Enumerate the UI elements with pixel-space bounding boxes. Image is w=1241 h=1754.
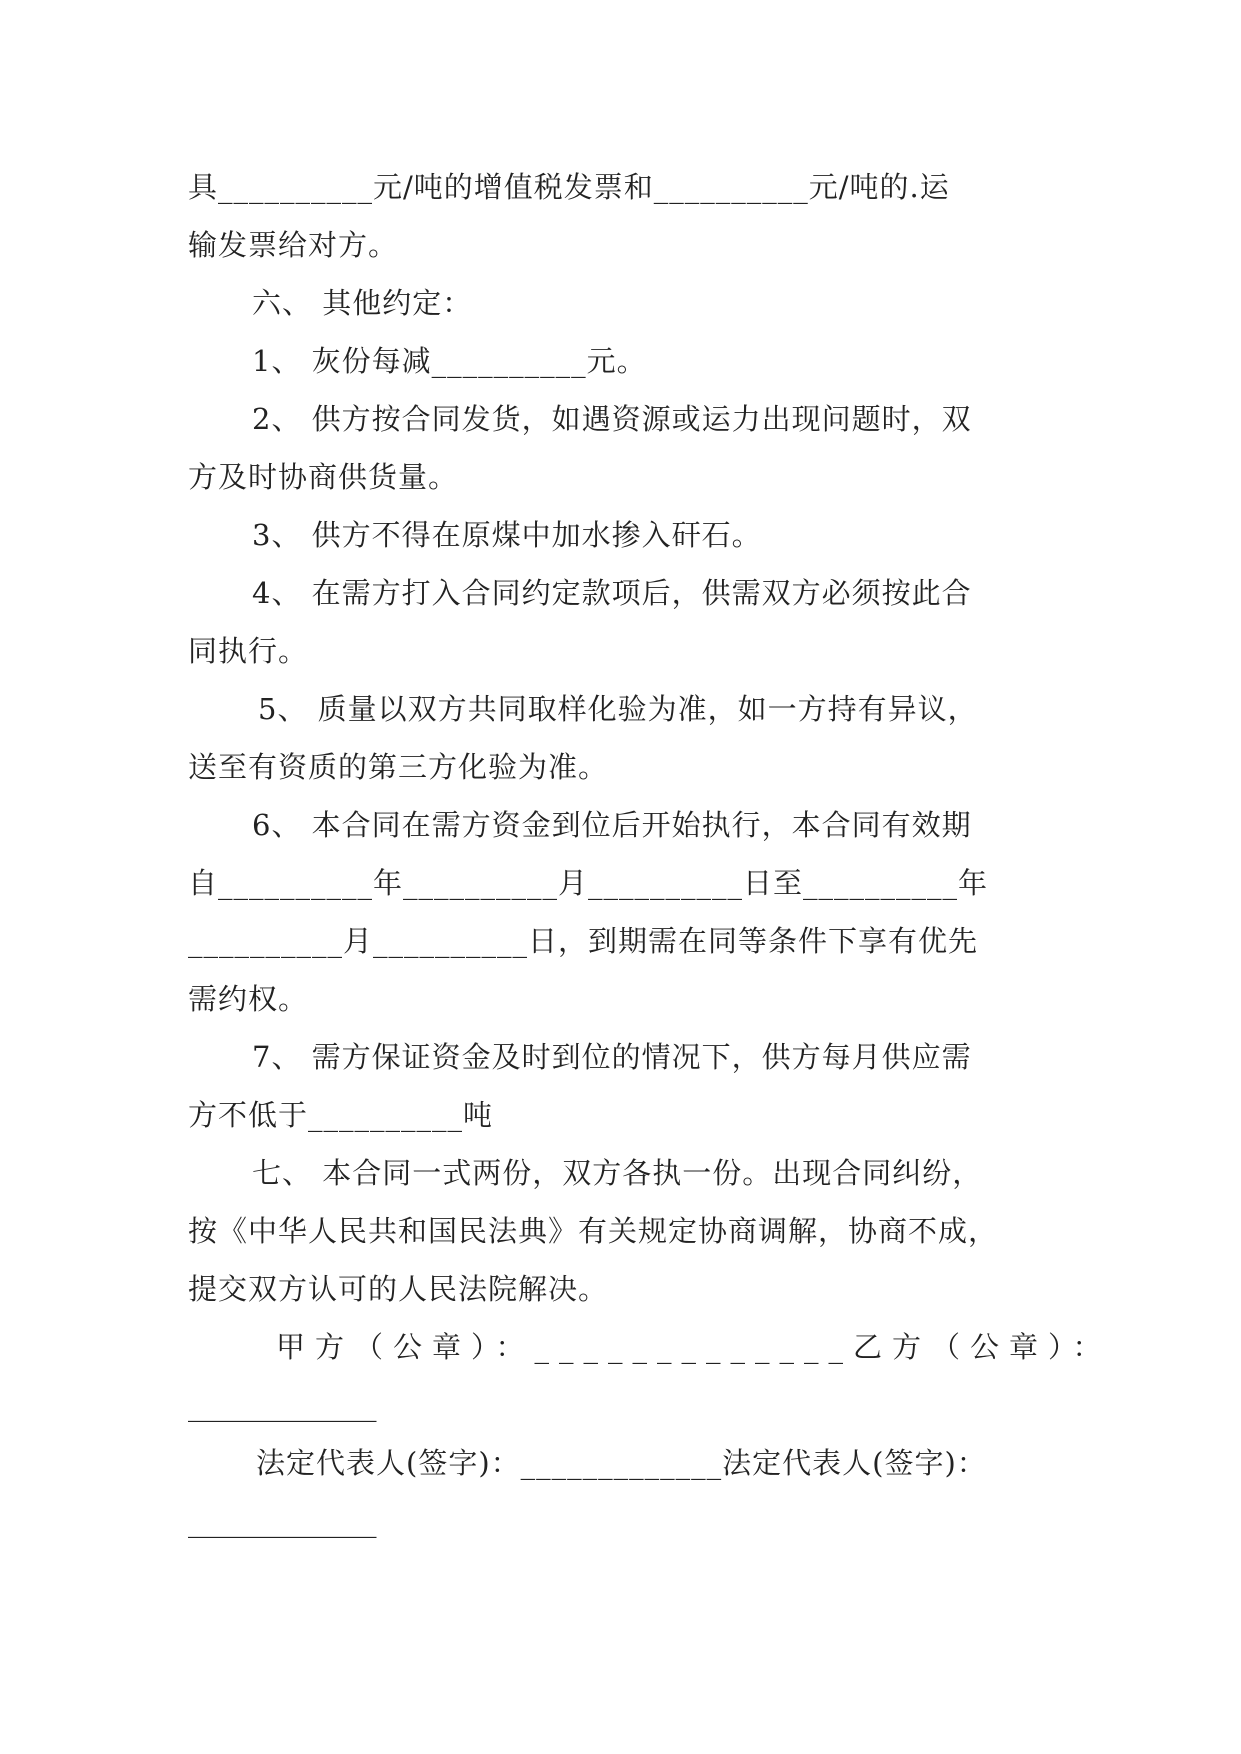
- section-heading-other-terms: 六、 其他约定：: [252, 286, 473, 320]
- clause-4-cont: 同执行。: [188, 634, 309, 668]
- party-seal-line: 甲方（公章）：_____________乙方（公章）：: [276, 1330, 1112, 1364]
- clause-4: 4、 在需方打入合同约定款项后，供需双方必须按此合: [252, 576, 972, 610]
- clause-2: 2、 供方按合同发货，如遇资源或运力出现问题时，双: [252, 402, 972, 436]
- legal-rep-signature-line: 法定代表人(签字)：_____________法定代表人(签字)：: [256, 1446, 987, 1480]
- clause-7: 7、 需方保证资金及时到位的情况下，供方每月供应需: [252, 1040, 972, 1074]
- clause-6-dates-cont: __________月__________日，到期需在同等条件下享有优先: [188, 924, 979, 958]
- clause-text-line: 具__________元/吨的增值税发票和__________元/吨的.运: [188, 170, 950, 204]
- section-seven: 七、 本合同一式两份，双方各执一份。出现合同纠纷，: [252, 1156, 983, 1190]
- party-seal-trailing-blank: _____________: [188, 1388, 377, 1422]
- clause-6-end: 需约权。: [188, 982, 309, 1016]
- section-seven-end: 提交双方认可的人民法院解决。: [188, 1272, 609, 1306]
- legal-rep-trailing-blank: _____________: [188, 1504, 377, 1538]
- contract-page: [188, 158, 1112, 1550]
- clause-1: 1、 灰份每减__________元。: [252, 344, 647, 378]
- clause-5-cont: 送至有资质的第三方化验为准。: [188, 750, 609, 784]
- clause-5: 5、 质量以双方共同取样化验为准，如一方持有异议，: [258, 692, 978, 726]
- clause-3: 3、 供方不得在原煤中加水掺入矸石。: [252, 518, 762, 552]
- clause-7-cont: 方不低于__________吨: [188, 1098, 494, 1132]
- clause-2-cont: 方及时协商供货量。: [188, 460, 459, 494]
- clause-6-dates: 自__________年__________月__________日至__________年: [188, 866, 989, 900]
- clause-text-line: 输发票给对方。: [188, 228, 399, 262]
- section-seven-cont: 按《中华人民共和国民法典》有关规定协商调解，协商不成，: [188, 1214, 999, 1248]
- clause-6: 6、 本合同在需方资金到位后开始执行，本合同有效期: [252, 808, 972, 842]
